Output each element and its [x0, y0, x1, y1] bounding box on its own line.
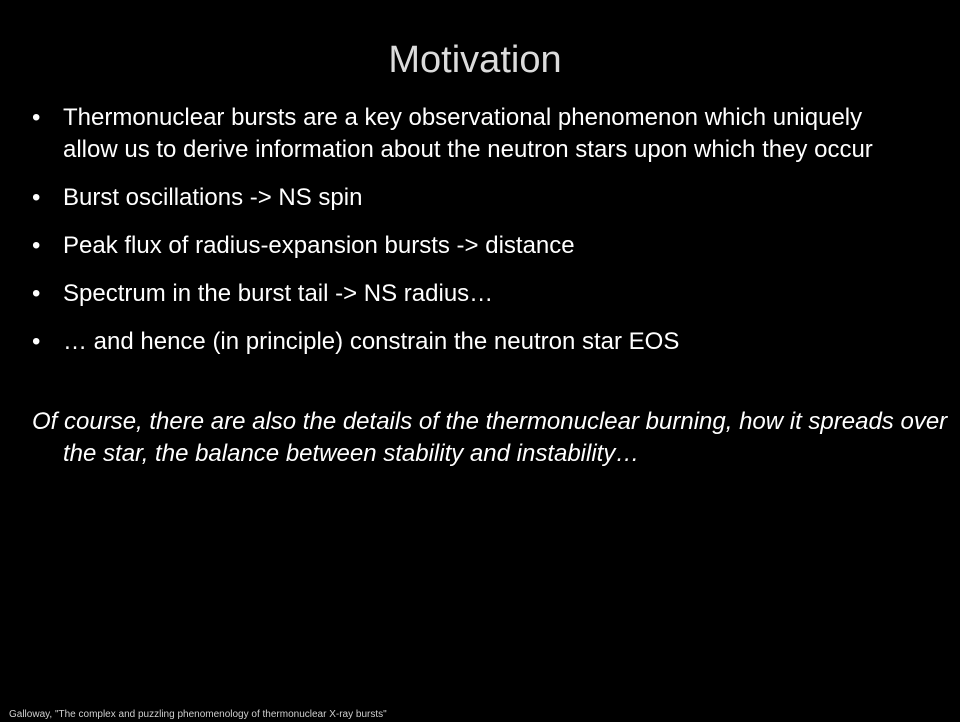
bullet-text: Spectrum in the burst tail -> NS radius…	[63, 280, 494, 307]
bullet-item	[32, 278, 922, 310]
slide-title: Motivation	[388, 39, 562, 81]
bullet-dot: •	[32, 104, 41, 131]
bullet-item	[32, 326, 922, 358]
bullet-text: … and hence (in principle) constrain the neutron star EOS	[63, 328, 680, 355]
bullet-dot: •	[32, 232, 41, 259]
bullet-item	[32, 230, 922, 262]
italic-note: Of course, there are also the details of the thermonuclear burning, how it spreads over the star, the balance between stability and instability…	[32, 408, 948, 467]
footer-citation: Galloway, "The complex and puzzling phenomenology of thermonuclear X-ray bursts"	[9, 709, 387, 720]
bullet-dot: •	[32, 328, 41, 355]
bullet-text: Peak flux of radius-expansion bursts -> distance	[63, 232, 575, 259]
bullet-dot: •	[32, 184, 41, 211]
bullet-text: Thermonuclear bursts are a key observational phenomenon which uniquely allow us to derive information about the neutron stars upon which they occur	[63, 104, 873, 163]
bullet-item	[32, 102, 922, 166]
bullet-dot: •	[32, 280, 41, 307]
bullet-text: Burst oscillations -> NS spin	[63, 184, 363, 211]
bullet-list	[32, 102, 922, 374]
bullet-item	[32, 182, 922, 214]
